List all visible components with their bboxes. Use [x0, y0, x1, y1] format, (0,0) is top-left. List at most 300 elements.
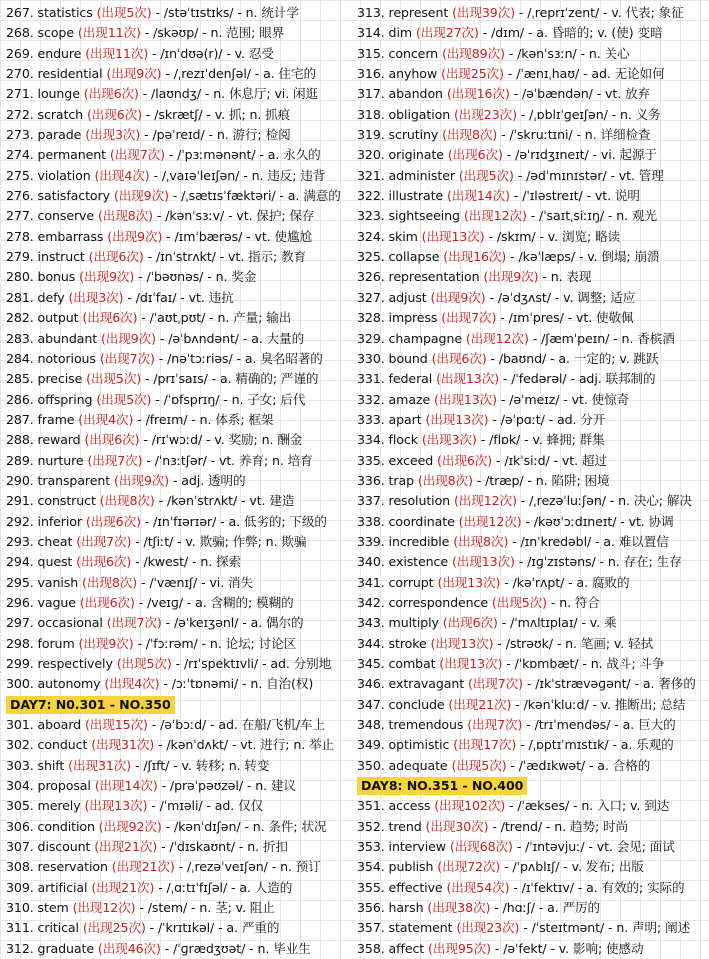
entry-definition: - /ˌɑːtɪˈfɪʃəl/ - a. 人造的	[154, 879, 293, 895]
entry-definition: - /tʃiːt/ - v. 欺骗; 作弊; n. 欺骗	[131, 533, 307, 549]
entry-definition: - /ˈænɪˌhaʊ/ - ad. 无论如何	[503, 66, 665, 82]
entry-definition: - /ˌsætɪsˈfæktəri/ - a. 满意的	[168, 188, 341, 204]
entry-frequency: (出现3次)	[421, 432, 477, 448]
entry-number-word: 329. champagne	[357, 330, 466, 346]
entry-definition: - /ˈvænɪʃ/ - vi. 消失	[137, 574, 253, 590]
entry-number-word: 311. critical	[6, 920, 83, 936]
entry-frequency: (出现4次)	[94, 167, 150, 183]
entry-frequency: (出现9次)	[100, 330, 156, 346]
vocab-entry	[6, 552, 352, 572]
entry-frequency: (出现102次)	[434, 798, 506, 814]
entry-definition: - /ˈdɪskaʊnt/ - n. 折扣	[157, 839, 288, 855]
entry-number-word: 330. bound	[357, 350, 432, 366]
entry-definition: - /əˈbɔːd/ - ad. 在船/飞机/车上	[147, 717, 325, 733]
entry-definition: - /kəʊˈɔːdɪneɪt/ - vt. 协调	[521, 513, 674, 529]
vocab-entry	[357, 593, 709, 613]
entry-frequency: (出现4次)	[78, 411, 134, 427]
entry-definition: - /ˈsaɪtˌsiːɪŋ/ - n. 观光	[526, 208, 657, 224]
vocab-entry	[357, 837, 709, 857]
vocab-entry	[357, 145, 709, 165]
vocab-entry	[6, 776, 352, 796]
entry-definition: - /ɔːˈtɒnəmi/ - n. 自治(权)	[159, 676, 314, 692]
vocab-entry	[6, 918, 352, 938]
entry-frequency: (出现3次)	[68, 289, 124, 305]
vocab-entry	[357, 613, 709, 633]
entry-number-word: 356. harsh	[357, 900, 428, 916]
entry-frequency: (出现5次)	[96, 5, 152, 20]
entry-definition: - /trend/ - n. 趋势; 时尚	[488, 818, 629, 834]
entry-number-word: 321. administer	[357, 167, 459, 183]
entry-frequency: (出现21次)	[91, 879, 155, 895]
vocab-entry	[6, 247, 352, 267]
entry-definition: - /kəˈrʌpt/ - a. 腐败的	[500, 574, 630, 590]
vocab-entry	[357, 735, 709, 755]
entry-definition: - /ɪˈfektɪv/ - a. 有效的; 实际的	[509, 879, 685, 895]
entry-number-word: 313. represent	[357, 5, 453, 20]
entry-number-word: 297. occasional	[6, 615, 107, 631]
entry-definition: - /kəˈlæps/ - v. 倒塌; 崩溃	[506, 249, 660, 265]
vocab-entry	[357, 817, 709, 837]
entry-number-word: 341. corrupt	[357, 574, 438, 590]
entry-definition: - /əˈkeɪʒənl/ - a. 偶尔的	[161, 615, 304, 631]
entry-number-word: 291. construct	[6, 493, 100, 509]
entry-definition: - /kənˈstrʌkt/ - vt. 建造	[154, 493, 295, 509]
entry-frequency: (出现14次)	[94, 778, 158, 794]
entry-definition: - /ˈnɜːtʃər/ - vt. 养育; n. 培育	[142, 452, 313, 468]
entry-frequency: (出现7次)	[109, 147, 165, 163]
vocab-entry	[357, 125, 709, 145]
entry-number-word: 286. offspring	[6, 391, 97, 407]
entry-number-word: 289. nurture	[6, 452, 88, 468]
entry-frequency: (出现92次)	[98, 818, 162, 834]
vocab-entry	[357, 390, 709, 410]
entry-number-word: 325. collapse	[357, 249, 444, 265]
entry-definition: - /flɒk/ - v. 蜂拥; 群集	[476, 432, 605, 448]
vocab-entry	[357, 491, 709, 511]
day-header-label: DAY7: N0.301 - NO.350	[6, 696, 175, 714]
vocab-entry	[357, 654, 709, 674]
entry-frequency: (出现7次)	[441, 310, 497, 326]
vocab-entry	[357, 267, 709, 287]
entry-number-word: 344. stroke	[357, 635, 431, 651]
entry-frequency: (出现12次)	[463, 208, 527, 224]
entry-definition: - /strəʊk/ - n. 笔画; v. 轻拭	[493, 635, 654, 651]
entry-definition: - /rɪˈspektɪvli/ - ad. 分别地	[171, 656, 332, 671]
entry-frequency: (出现7次)	[99, 350, 155, 366]
entry-definition: - /ˈɪntəvjuː/ - vt. 会见; 面试	[512, 839, 675, 855]
entry-definition: - /ˌrezɪˈdenʃəl/ - a. 住宅的	[161, 66, 317, 82]
entry-definition: - /ədˈmɪnɪstər/ - vt. 管理	[513, 167, 664, 183]
entry-number-word: 302. conduct	[6, 737, 92, 753]
entry-definition: - /ˌɒptɪˈmɪstɪk/ - a. 乐观的	[516, 737, 674, 753]
entry-definition: - /kənˈsɜːv/ - vt. 保护; 保存	[152, 208, 315, 224]
entry-definition: - /ˈmɪəli/ - ad. 仅仅	[147, 798, 264, 814]
entry-number-word: 316. anyhow	[357, 66, 441, 82]
entry-number-word: 312. graduate	[6, 940, 98, 956]
entry-number-word: 337. resolution	[357, 493, 454, 509]
entry-frequency: (出现5次)	[451, 757, 507, 773]
entry-definition: - /kənˈsɜːn/ - n. 关心	[504, 45, 630, 61]
vocab-entry	[6, 796, 352, 816]
entry-definition: - /ˌreprɪˈzent/ - v. 代表; 象征	[515, 5, 684, 20]
vocab-entry	[357, 64, 709, 84]
entry-definition: - /dɪˈfaɪ/ - vt. 违抗	[123, 289, 234, 305]
entry-number-word: 358. affect	[357, 940, 429, 956]
entry-frequency: (出现15次)	[84, 717, 148, 733]
entry-number-word: 283. abundant	[6, 330, 101, 346]
entry-definition: - /kənˈdɪʃən/ - n. 条件; 状况	[161, 818, 327, 834]
entry-frequency: (出现31次)	[68, 757, 132, 773]
entry-number-word: 280. bonus	[6, 269, 80, 285]
entry-number-word: 275. violation	[6, 167, 95, 183]
entry-frequency: (出现72次)	[437, 859, 501, 875]
vocab-entry	[357, 634, 709, 654]
vocab-entry	[6, 64, 352, 84]
entry-definition: - /ˈædɪkwət/ - a. 合格的	[506, 757, 651, 773]
vocab-entry	[357, 695, 709, 715]
entry-frequency: (出现12次)	[72, 900, 136, 916]
entry-number-word: 350. adequate	[357, 757, 452, 773]
entry-number-word: 323. sightseeing	[357, 208, 464, 224]
entry-frequency: (出现8次)	[453, 533, 509, 549]
entry-frequency: (出现7次)	[467, 676, 523, 692]
entry-frequency: (出现6次)	[85, 513, 141, 529]
entry-frequency: (出现46次)	[97, 940, 161, 956]
vocab-entry	[6, 329, 352, 349]
entry-number-word: 294. quest	[6, 554, 77, 570]
entry-frequency: (出现12次)	[465, 330, 529, 346]
entry-number-word: 349. optimistic	[357, 737, 454, 753]
entry-frequency: (出现7次)	[467, 717, 523, 733]
entry-frequency: (出现11次)	[77, 25, 141, 41]
entry-number-word: 274. permanent	[6, 147, 110, 163]
entry-frequency: (出现13次)	[439, 656, 503, 671]
entry-frequency: (出现23次)	[453, 106, 517, 122]
vocab-entry	[357, 227, 709, 247]
entry-number-word: 303. shift	[6, 757, 69, 773]
vocab-entry	[6, 735, 352, 755]
entry-frequency: (出现3次)	[85, 127, 141, 143]
entry-frequency: (出现5次)	[86, 371, 142, 387]
entry-frequency: (出现6次)	[82, 310, 138, 326]
entry-definition: - /ˈmʌltɪplaɪ/ - v. 乘	[497, 615, 617, 631]
vocab-entry	[357, 23, 709, 43]
entry-definition: - /pəˈreɪd/ - n. 游行; 检阅	[140, 127, 291, 143]
entry-number-word: 290. transparent	[6, 472, 115, 488]
vocab-entry	[357, 512, 709, 532]
entry-number-word: 352. trend	[357, 818, 426, 834]
vocab-entry	[6, 878, 352, 898]
entry-frequency: (出现8次)	[82, 574, 138, 590]
entry-frequency: (出现31次)	[91, 737, 155, 753]
entry-frequency: (出现6次)	[76, 554, 132, 570]
entry-frequency: (出现5次)	[458, 167, 514, 183]
vocab-entry	[357, 430, 709, 450]
entry-number-word: 335. exceed	[357, 452, 438, 468]
entry-number-word: 270. residential	[6, 66, 107, 82]
vocab-entry	[6, 491, 352, 511]
vocab-entry	[357, 3, 709, 23]
entry-frequency: (出现8次)	[99, 493, 155, 509]
entry-number-word: 268. scope	[6, 25, 78, 41]
entry-number-word: 307. discount	[6, 839, 95, 855]
entry-definition: - /ˈɪləstreɪt/ - vt. 说明	[509, 188, 640, 204]
entry-number-word: 317. abandon	[357, 86, 447, 102]
vocab-entry	[6, 613, 352, 633]
entry-definition: - /skrætʃ/ - v. 抓; n. 抓痕	[142, 106, 291, 122]
entry-frequency: (出现8次)	[97, 208, 153, 224]
vocab-entry	[6, 145, 352, 165]
entry-number-word: 305. merely	[6, 798, 85, 814]
entry-number-word: 326. representation	[357, 269, 484, 285]
vocab-entry	[6, 3, 352, 23]
vocab-entry	[357, 918, 709, 938]
vocab-entry	[357, 796, 709, 816]
vocab-entry	[357, 857, 709, 877]
entry-frequency: (出现5次)	[491, 594, 547, 610]
vocab-entry	[357, 247, 709, 267]
vocab-entry	[357, 288, 709, 308]
entry-number-word: 343. multiply	[357, 615, 443, 631]
entry-frequency: (出现13次)	[425, 411, 489, 427]
entry-frequency: (出现68次)	[449, 839, 513, 855]
entry-frequency: (出现8次)	[442, 127, 498, 143]
entry-definition: - /kənˈdʌkt/ - vt. 进行; n. 举止	[154, 737, 334, 753]
vocab-entry	[357, 329, 709, 349]
vocab-entry	[6, 125, 352, 145]
vocab-entry	[6, 84, 352, 104]
vocab-entry	[6, 451, 352, 471]
entry-definition: - /kənˈkluːd/ - v. 推断出; 总结	[511, 696, 686, 712]
entry-definition: - /ˈbəʊnəs/ - n. 奖金	[134, 269, 257, 285]
vocab-entry	[357, 410, 709, 430]
entry-frequency: (出现13次)	[421, 228, 485, 244]
entry-definition: - /trɪˈmendəs/ - a. 巨大的	[522, 717, 676, 733]
entry-frequency: (出现5次)	[96, 391, 152, 407]
vocab-entry	[357, 166, 709, 186]
entry-frequency: (出现25次)	[441, 66, 504, 82]
entry-definition: - /prɪˈsaɪs/ - a. 精确的; 严谨的	[141, 371, 319, 387]
entry-definition: - /veɪɡ/ - a. 含糊的; 模糊的	[134, 594, 294, 610]
entry-frequency: (出现9次)	[113, 188, 169, 204]
entry-frequency: (出现9次)	[79, 269, 135, 285]
entry-frequency: (出现25次)	[82, 920, 146, 936]
vocab-entry	[6, 23, 352, 43]
entry-frequency: (出现6次)	[86, 106, 143, 122]
entry-definition: - /ɪɡˈzɪstəns/ - n. 存在; 生存	[514, 554, 682, 570]
entry-definition: - /stəˈtɪstɪks/ - n. 统计学	[151, 5, 299, 20]
vocab-entry	[6, 227, 352, 247]
entry-number-word: 324. skim	[357, 228, 422, 244]
vocab-entry	[357, 451, 709, 471]
entry-number-word: 273. parade	[6, 127, 86, 143]
entry-number-word: 277. conserve	[6, 208, 98, 224]
vocab-entry	[6, 206, 352, 226]
entry-frequency: (出现7次)	[106, 615, 162, 631]
entry-number-word: 301. aboard	[6, 717, 85, 733]
entry-number-word: 331. federal	[357, 371, 437, 387]
entry-number-word: 279. instruct	[6, 249, 89, 265]
vocab-entry	[6, 817, 352, 837]
vocab-entry	[6, 105, 352, 125]
entry-definition: - /əˈdʒʌst/ - v. 调整; 适应	[485, 289, 636, 305]
entry-frequency: (出现13次)	[430, 635, 494, 651]
entry-number-word: 272. scratch	[6, 106, 87, 122]
entry-number-word: 295. vanish	[6, 574, 83, 590]
vocab-entry	[6, 532, 352, 552]
entry-frequency: (出现12次)	[458, 513, 522, 529]
entry-number-word: 287. frame	[6, 411, 79, 427]
vocab-entry	[6, 593, 352, 613]
entry-frequency: (出现16次)	[446, 86, 510, 102]
entry-definition: - /ɪmˈbærəs/ - vt. 使尴尬	[162, 228, 313, 244]
entry-number-word: 293. cheat	[6, 533, 77, 549]
entry-frequency: (出现13次)	[84, 798, 148, 814]
vocab-entry	[6, 857, 352, 877]
entry-definition: - /ˈækses/ - n. 入口; v. 到达	[505, 798, 670, 814]
vocab-entry	[6, 654, 352, 674]
entry-frequency: (出现95次)	[428, 940, 491, 956]
entry-number-word: 296. vague	[6, 594, 80, 610]
entry-definition: - /ˈɒfsprɪŋ/ - n. 子女; 后代	[151, 391, 306, 407]
entry-number-word: 357. statement	[357, 920, 457, 936]
entry-frequency: (出现38次)	[427, 900, 491, 916]
entry-number-word: 276. satisfactory	[6, 188, 114, 204]
vocab-entry	[6, 634, 352, 654]
entry-definition: - /ɪkˈsiːd/ - vt. 超过	[492, 452, 607, 468]
entry-number-word: 292. inferior	[6, 513, 86, 529]
entry-frequency: (出现7次)	[76, 533, 132, 549]
entry-number-word: 339. incredible	[357, 533, 454, 549]
entry-definition: - /freɪm/ - n. 体系; 框架	[133, 411, 274, 427]
entry-definition: - /stem/ - n. 茎; v. 阻止	[135, 900, 275, 916]
vocab-entry	[6, 471, 352, 491]
entry-definition: - /ˈkɒmbæt/ - n. 战斗; 斗争	[502, 656, 665, 671]
entry-number-word: 342. correspondence	[357, 594, 492, 610]
vocab-entry	[6, 674, 352, 694]
entry-frequency: (出现89次)	[441, 45, 505, 61]
entry-definition: - adj. 透明的	[169, 472, 246, 488]
entry-definition: - /dɪm/ - a. 昏暗的; v. (使) 变暗	[478, 25, 663, 41]
right-column	[357, 3, 709, 959]
entry-frequency: (出现54次)	[446, 879, 510, 895]
vocab-entry	[6, 512, 352, 532]
entry-frequency: (出现9次)	[483, 269, 539, 285]
entry-frequency: (出现27次)	[415, 25, 479, 41]
entry-definition: - /əˈrɪdʒɪneɪt/ - vi. 起源于	[502, 147, 657, 163]
entry-frequency: (出现6次)	[79, 594, 135, 610]
entry-frequency: (出现14次)	[447, 188, 510, 204]
entry-definition: - /ˈɡrædʒʊət/ - n. 毕业生	[160, 940, 311, 956]
entry-frequency: (出现6次)	[431, 350, 487, 366]
vocab-entry	[357, 939, 709, 959]
vocab-entry	[6, 715, 352, 735]
entry-number-word: 281. defy	[6, 289, 69, 305]
vocab-entry	[357, 573, 709, 593]
entry-number-word: 348. tremendous	[357, 717, 468, 733]
entry-definition: - /ɪnˈkredəbl/ - a. 难以置信	[508, 533, 669, 549]
entry-definition: - /kwest/ - n. 探索	[131, 554, 242, 570]
vocab-entry	[357, 105, 709, 125]
entry-frequency: (出现13次)	[451, 554, 515, 570]
entry-definition: - /əˈmeɪz/ - vt. 使惊奇	[496, 391, 630, 407]
vocab-entry	[6, 44, 352, 64]
entry-frequency: (出现16次)	[443, 249, 507, 265]
entry-number-word: 308. reservation	[6, 859, 112, 875]
entry-definition: - /træp/ - n. 陷阱; 困境	[472, 472, 610, 488]
entry-number-word: 354. publish	[357, 859, 438, 875]
entry-frequency: (出现13次)	[436, 371, 500, 387]
entry-definition: - /ˈfɔːrəm/ - n. 论坛; 讨论区	[133, 635, 297, 651]
entry-number-word: 314. dim	[357, 25, 416, 41]
entry-frequency: (出现7次)	[87, 452, 143, 468]
entry-frequency: (出现4次)	[104, 676, 160, 692]
entry-frequency: (出现6次)	[84, 432, 140, 448]
entry-number-word: 333. apart	[357, 411, 426, 427]
entry-number-word: 318. obligation	[357, 106, 454, 122]
entry-frequency: (出现5次)	[116, 656, 172, 671]
entry-frequency: (出现13次)	[437, 574, 501, 590]
entry-definition: - /skəʊp/ - n. 范围; 眼界	[140, 25, 285, 41]
entry-number-word: 319. scrutiny	[357, 127, 443, 143]
entry-frequency: (出现8次)	[417, 472, 473, 488]
entry-definition: - /ɪmˈpres/ - vt. 使敬佩	[496, 310, 634, 326]
vocab-entry	[6, 573, 352, 593]
vocab-entry	[357, 471, 709, 491]
entry-frequency: (出现9次)	[106, 66, 162, 82]
entry-definition: - /ˈsteɪtmənt/ - n. 声明; 阐述	[519, 920, 691, 936]
entry-definition: - /ˈskruːtɪni/ - n. 详细检查	[497, 127, 651, 143]
entry-number-word: 351. access	[357, 798, 435, 814]
vocab-entry	[357, 715, 709, 735]
entry-frequency: (出现6次)	[447, 147, 503, 163]
entry-frequency: (出现6次)	[88, 249, 144, 265]
entry-number-word: 320. originate	[357, 147, 448, 163]
vocab-entry	[6, 166, 352, 186]
vocab-entry	[357, 44, 709, 64]
entry-definition: - /baʊnd/ - a. 一定的; v. 跳跃	[486, 350, 659, 366]
vocab-entry	[357, 756, 709, 776]
entry-number-word: 310. stem	[6, 900, 73, 916]
entry-frequency: (出现17次)	[453, 737, 517, 753]
day-header	[357, 776, 709, 796]
entry-number-word: 332. amaze	[357, 391, 435, 407]
entry-definition: - /əˈfekt/ - v. 影响; 使感动	[490, 940, 644, 956]
vocab-entry	[357, 349, 709, 369]
entry-number-word: 327. adjust	[357, 289, 431, 305]
entry-definition: - /ˈaʊtˌpʊt/ - n. 产量; 输出	[137, 310, 292, 326]
entry-definition: - /hɑːʃ/ - a. 严厉的	[490, 900, 601, 916]
entry-number-word: 336. trap	[357, 472, 418, 488]
vocab-entry	[357, 308, 709, 328]
entry-definition: - /ˌrezəˈluːʃən/ - n. 决心; 解决	[516, 493, 692, 509]
entry-number-word: 285. precise	[6, 371, 87, 387]
vocab-entry	[6, 756, 352, 776]
vocab-entry	[6, 288, 352, 308]
vocab-entry	[357, 532, 709, 552]
vocab-entry	[6, 186, 352, 206]
vocab-entry	[357, 369, 709, 389]
entry-definition: - /əˈbʌndənt/ - a. 大量的	[156, 330, 305, 346]
entry-number-word: 309. artificial	[6, 879, 92, 895]
entry-number-word: 347. conclude	[357, 696, 449, 712]
entry-number-word: 315. concern	[357, 45, 442, 61]
entry-number-word: 322. illustrate	[357, 188, 448, 204]
entry-frequency: (出现6次)	[442, 615, 498, 631]
entry-number-word: 338. coordinate	[357, 513, 459, 529]
entry-definition: - /ɪnˈfɪərɪər/ - a. 低劣的; 下级的	[140, 513, 327, 529]
entry-number-word: 334. flock	[357, 432, 422, 448]
